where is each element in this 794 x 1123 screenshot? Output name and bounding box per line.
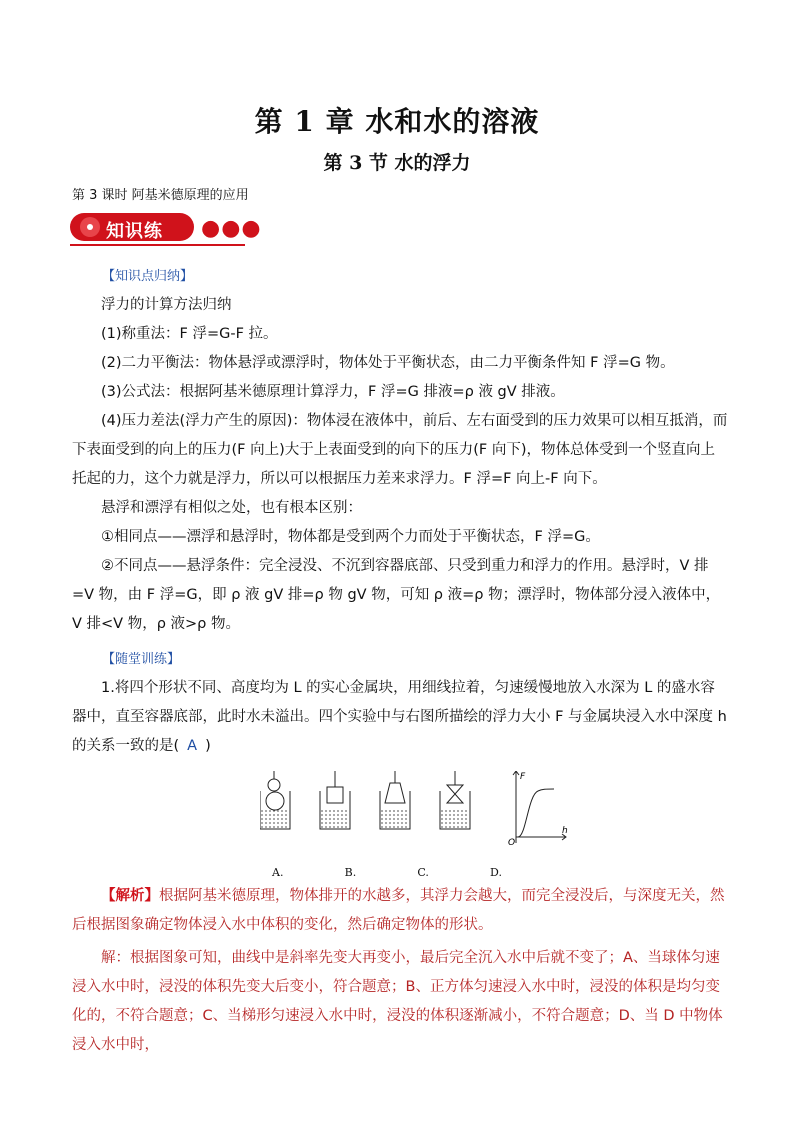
method-balance: (2)二力平衡法：物体悬浮或漂浮时，物体处于平衡状态，由二力平衡条件知 F 浮=G 物。	[101, 355, 675, 371]
question-1	[72, 674, 728, 761]
banner-underline	[70, 244, 245, 246]
banner-label: 知识练	[106, 221, 163, 242]
figure-label-d: D.	[490, 866, 502, 879]
question-1-text: 1.将四个形状不同、高度均为 L 的实心金属块，用细线拉着，匀速缓慢地放入水深为 L 的盛水容器中，直至容器底部，此时水未溢出。四个实验中与右图所描绘的浮力大小 F 与金属块浸入水中深度 h 的关系一致的是(	[72, 680, 727, 754]
force-depth-graph	[508, 771, 568, 847]
figure-labels	[258, 864, 502, 882]
chapter-title: 第 1 章 水和水的溶液	[254, 105, 540, 138]
graph-origin-label: O	[508, 838, 516, 847]
experiment-figure	[260, 771, 580, 847]
knowledge-banner	[70, 210, 262, 246]
diff-intro: 悬浮和漂浮有相似之处，也有根本区别：	[101, 500, 362, 516]
beaker-d	[440, 771, 470, 829]
analysis-label: 【解析】	[101, 888, 159, 904]
graph-x-label: h	[562, 826, 568, 836]
question-1-answer: A	[187, 738, 198, 754]
main-content	[72, 262, 728, 1060]
solution: 解：根据图象可知，曲线中是斜率先变大再变小，最后完全沉入水中后就不变了；A、当球体匀速浸入水中时，浸没的体积先变大后变小，符合题意；B、正方体匀速浸入水中时，浸没的体积是均匀变化的，不符合题意；C、当梯形匀速浸入水中时，浸没的体积逐渐减小，不符合题意；D、当 D 中物体浸入水中时，	[72, 950, 723, 1053]
banner-dots: ●●●	[201, 215, 262, 241]
knowledge-heading: 浮力的计算方法归纳	[101, 297, 232, 313]
analysis	[72, 882, 728, 940]
beaker-a	[260, 771, 290, 829]
graph-y-label: F	[520, 772, 526, 782]
different-point: ②不同点——悬浮条件：完全浸没、不沉到容器底部、只受到重力和浮力的作用。悬浮时，V 排=V 物，由 F 浮=G，即 ρ 液 gV 排=ρ 物 gV 物，可知 ρ 液=ρ 物；漂浮时，物体部分浸入液体中，V 排<V 物，ρ 液>ρ 物。	[72, 558, 721, 632]
question-1-close: )	[205, 738, 211, 754]
section-title: 第 3 节 水的浮力	[323, 152, 471, 174]
beaker-c	[380, 771, 410, 829]
method-formula: (3)公式法：根据阿基米德原理计算浮力，F 浮=G 排液=ρ 液 gV 排液。	[101, 384, 565, 400]
lesson-title: 第 3 课时 阿基米德原理的应用	[72, 188, 249, 203]
practice-tag: 【随堂训练】	[102, 652, 181, 667]
banner-pill	[70, 213, 194, 241]
figure-label-a: A.	[272, 866, 284, 879]
method-weighing: (1)称重法：F 浮=G-F 拉。	[101, 326, 278, 342]
analysis-text: 根据阿基米德原理，物体排开的水越多，其浮力会越大，而完全浸没后，与深度无关，然后根据图象确定物体浸入水中体积的变化，然后确定物体的形状。	[72, 888, 725, 933]
same-point: ①相同点——漂浮和悬浮时，物体都是受到两个力而处于平衡状态，F 浮=G。	[101, 529, 600, 545]
figure-label-c: C.	[417, 866, 429, 879]
knowledge-tag: 【知识点归纳】	[102, 269, 194, 284]
method-pressure-diff: (4)压力差法(浮力产生的原因)：物体浸在液体中，前后、左右面受到的压力效果可以相互抵消，而下表面受到的向上的压力(F 向上)大于上表面受到的向下的压力(F 向下)，物体总体受到一个竖直向上托起的力，这个力就是浮力，所以可以根据压力差来求浮力。F 浮=F 向上-F 向下。	[72, 413, 728, 487]
pin-icon	[87, 224, 93, 230]
beaker-b	[320, 771, 350, 829]
figure-label-b: B.	[344, 866, 357, 879]
